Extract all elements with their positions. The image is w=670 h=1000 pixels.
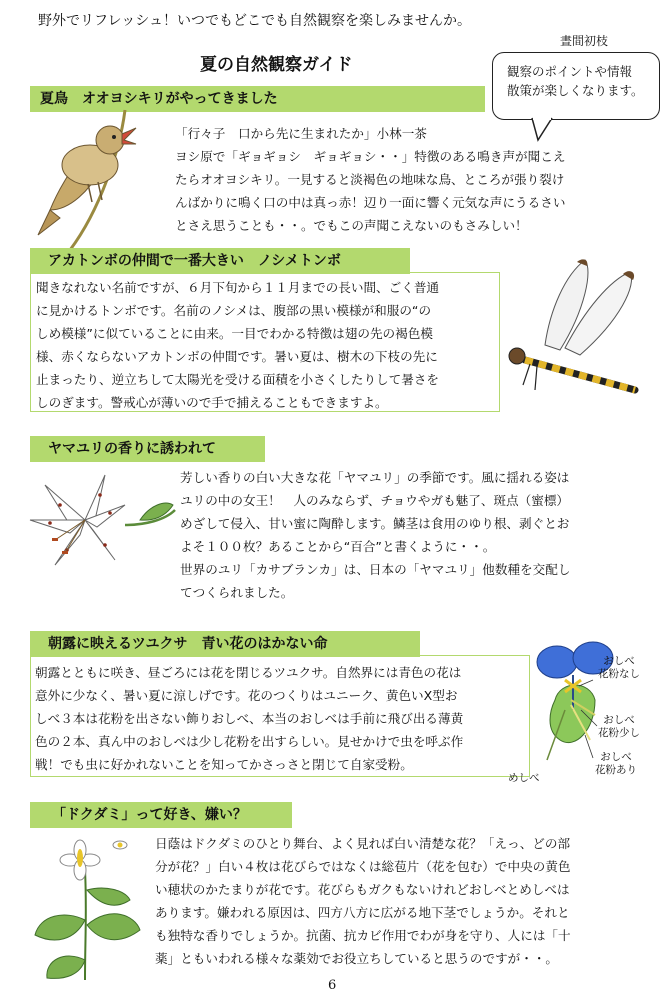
body-line: とさえ思うことも・・。でもこの声聞こえないのもさみしい！ xyxy=(175,218,528,233)
body-line: しべ３本は花粉を出さない飾りおしべ、本当のおしべは手前に飛び出る薄黄 xyxy=(35,711,464,726)
label-pistil: めしべ xyxy=(508,772,540,784)
body-line: てつくられました。 xyxy=(180,585,294,600)
body-line: 日蔭はドクダミのひとり舞台、よく見れば白い清楚な花？「えっ、どの部 xyxy=(155,836,571,851)
section-body-dokudami xyxy=(155,832,571,970)
body-line: たらオオヨシキリ。一見すると淡褐色の地味な鳥、ところが張り裂け xyxy=(175,172,565,187)
body-line: 世界のユリ「カサブランカ」は、日本の「ヤマユリ」他数種を交配し xyxy=(180,562,571,577)
reed-warbler-illustration xyxy=(30,110,170,250)
body-line: 戦！でも虫に好かれないことを知ってかさっさと閉じて自家受粉。 xyxy=(35,757,413,772)
dokudami-illustration xyxy=(25,830,155,980)
label-no-pollen xyxy=(598,655,640,681)
label-line: おしべ xyxy=(600,751,632,763)
body-line: に見かけるトンボです。名前のノシメは、腹部の黒い模様が和服の“の xyxy=(36,303,432,318)
body-line: 色の２本、真ん中のおしべは少し花粉を出すらしい。見せかけで虫を呼ぶ作 xyxy=(35,734,464,749)
body-line: 分が花？」白い４枚は花びらではなくは総苞片（花を包む）で中央の黄色 xyxy=(155,859,571,874)
label-line: 花粉あり xyxy=(595,764,637,776)
body-line: 様、赤くならないアカトンボの仲間です。暑い夏は、樹木の下枝の先に xyxy=(36,349,438,364)
label-line: 花粉なし xyxy=(598,668,640,680)
label-line: 花粉少し xyxy=(598,727,640,739)
dragonfly-illustration xyxy=(505,250,655,420)
section-body-lily xyxy=(180,466,570,604)
section-body-dragonfly xyxy=(36,276,439,414)
label-with-pollen xyxy=(595,751,637,777)
bubble-line: 観察のポイントや情報 xyxy=(507,64,633,79)
body-line: しのぎます。警戒心が薄いので手で捕えることもできますよ。 xyxy=(36,395,388,410)
bubble-line: 散策が楽しくなります。 xyxy=(507,83,644,98)
section-heading-lily: ヤマユリの香りに誘われて xyxy=(30,436,265,462)
body-line: しめ模様”に似ていることに由来。一目でわかる特徴は翅の先の褐色模 xyxy=(36,326,433,341)
section-body-dayflower xyxy=(35,661,463,776)
body-line: 意外に少なく、暑い夏に涼しげです。花のつくりはユニーク、黄色いX型お xyxy=(35,688,458,703)
body-line: よそ１００枚？あることから“百合”と書くように・・。 xyxy=(180,539,496,554)
label-line: おしべ xyxy=(603,714,635,726)
body-line: 「行々子 口から先に生まれたか」小林一茶 xyxy=(175,126,427,141)
body-line: 薬」ともいわれる様々な薬効でお役立ちしていると思うのですが・・。 xyxy=(155,951,558,966)
section-heading-reed-warbler: 夏鳥 オオヨシキリがやってきました xyxy=(30,86,485,112)
body-line: 芳しい香りの白い大きな花「ヤマユリ」の季節です。風に揺れる姿は xyxy=(180,470,570,485)
body-line: あります。嫌われる原因は、四方八方に広がる地下茎でしょうか。それと xyxy=(155,905,570,920)
page-number: 6 xyxy=(328,978,337,993)
body-line: んばかりに鳴く口の中は真っ赤！辺り一面に響く元気な声にうるさい xyxy=(175,195,566,210)
body-line: 聞きなれない名前ですが、６月下旬から１１月までの長い間、ごく普通 xyxy=(36,280,439,295)
speech-bubble xyxy=(492,52,660,120)
label-line: おしべ xyxy=(603,655,635,667)
body-line: めざして侵入、甘い蜜に陶酔します。鱗茎は食用のゆり根、剥ぐとお xyxy=(180,516,570,531)
lily-illustration xyxy=(25,465,175,575)
body-line: 朝露とともに咲き、昼ごろには花を閉じるツユクサ。自然界には青色の花は xyxy=(35,665,462,680)
body-line: ヨシ原で「ギョギョシ ギョギョシ・・」特徴のある鳴き声が聞こえ xyxy=(175,149,566,164)
body-line: い穂状のかたまりが花です。花びらもガクもないけれどおしべとめしべは xyxy=(155,882,570,897)
body-line: ユリの中の女王！ 人のみならず、チョウやガも魅了、斑点（蜜標） xyxy=(180,493,570,508)
intro-text: 野外でリフレッシュ！いつでもどこでも自然観察を楽しみませんか。 xyxy=(38,13,472,29)
page-title: 夏の自然観察ガイド xyxy=(200,55,353,75)
section-body-reed-warbler xyxy=(175,122,565,237)
body-line: 止まったり、逆立ちして太陽光を受ける面積を小さくしたりして暑さを xyxy=(36,372,439,387)
body-line: も独特な香りでしょうか。抗菌、抗カビ作用でわが身を守り、人には「十 xyxy=(155,928,571,943)
label-little-pollen xyxy=(598,714,640,740)
section-heading-dokudami: 「ドクダミ」って好き、嫌い？ xyxy=(30,802,292,828)
section-heading-dragonfly: アカトンボの仲間で一番大きい ノシメトンボ xyxy=(30,248,410,274)
section-heading-dayflower: 朝露に映えるツユクサ 青い花のはかない命 xyxy=(30,631,420,657)
author-name: 晝間初枝 xyxy=(560,34,609,48)
